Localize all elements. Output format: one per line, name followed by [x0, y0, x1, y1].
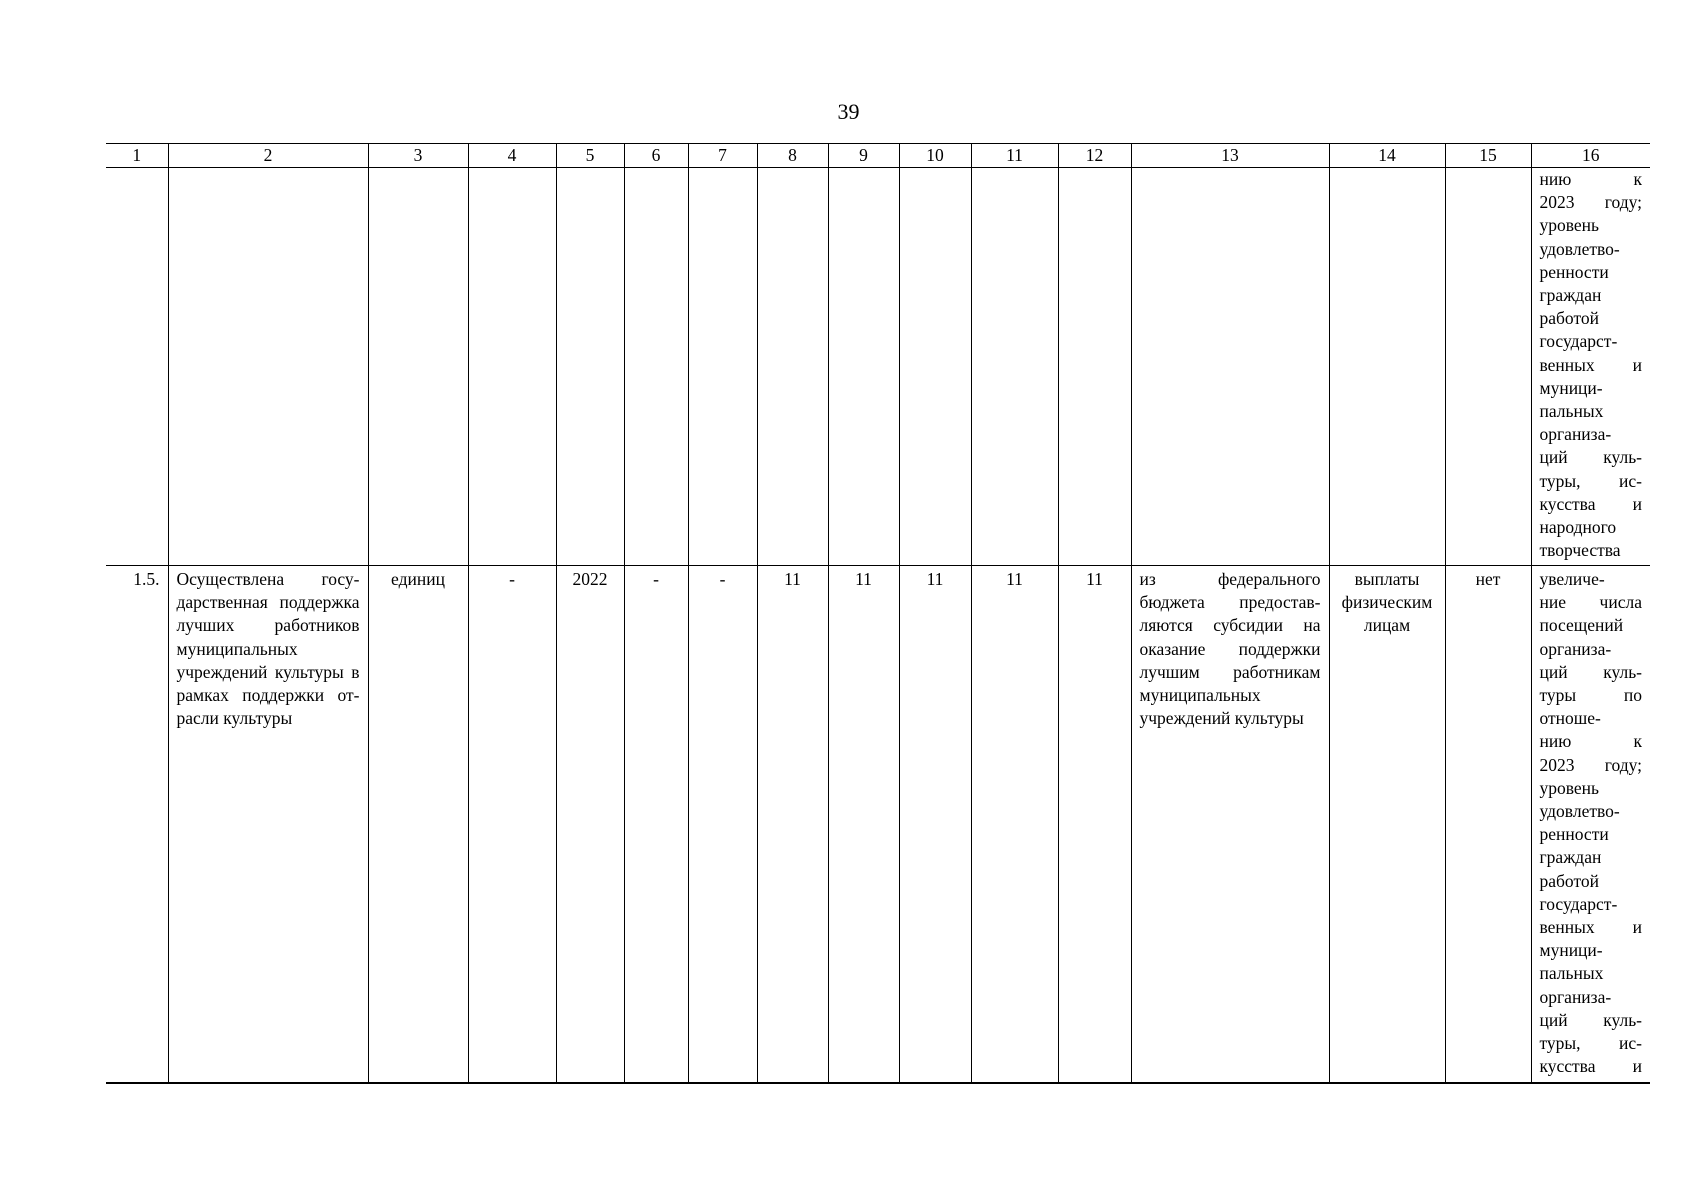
unit-of-measure: единиц	[368, 566, 468, 1084]
column-number: 7	[688, 144, 757, 168]
result-line: уровень	[1539, 215, 1600, 236]
cell-col11: 11	[971, 566, 1058, 1084]
result-line: пальных	[1539, 401, 1604, 422]
row-description: Осуществлена государственная поддержка лучших работников муниципальных учреждений культуры в рамках поддержки отрасли культуры	[168, 566, 368, 1084]
cell-col15: нет	[1445, 566, 1531, 1084]
empty-cell	[624, 168, 688, 566]
cell-col10: 11	[899, 566, 971, 1084]
cell-col8: 11	[757, 566, 828, 1084]
empty-cell	[368, 168, 468, 566]
funding-description: из федерального бюджета предоставляются субсидии на оказание поддержки лучшим работникам муниципальных учреждений культуры	[1131, 566, 1329, 1084]
result-line: отноше-	[1539, 708, 1601, 729]
result-line: 2023 году;	[1539, 192, 1642, 213]
column-number: 5	[556, 144, 624, 168]
result-line: творчества	[1539, 540, 1621, 561]
result-line: туры, ис-	[1539, 470, 1642, 491]
column-number: 13	[1131, 144, 1329, 168]
empty-cell	[899, 168, 971, 566]
cell-col7: -	[688, 566, 757, 1084]
empty-cell	[828, 168, 899, 566]
result-line: увеличе-	[1539, 569, 1605, 589]
result-line: граждан	[1539, 847, 1602, 868]
result-line: туры по	[1539, 685, 1642, 706]
result-line: организа-	[1539, 638, 1612, 659]
cell-col5-year: 2022	[556, 566, 624, 1084]
empty-cell	[468, 168, 556, 566]
cell-col12: 11	[1058, 566, 1131, 1084]
payment-type: выплаты физическим лицам	[1329, 566, 1445, 1084]
expected-result-continuation	[1531, 168, 1650, 566]
cell-col9: 11	[828, 566, 899, 1084]
empty-cell	[1445, 168, 1531, 566]
result-line: туры, ис-	[1539, 1033, 1642, 1054]
result-line: удовлетво-	[1539, 801, 1620, 822]
empty-cell	[971, 168, 1058, 566]
result-line: ренности	[1539, 261, 1609, 282]
result-line: удовлетво-	[1539, 238, 1620, 259]
indicators-table	[106, 143, 1650, 1084]
column-number: 4	[468, 144, 556, 168]
result-line: ций куль-	[1539, 661, 1642, 682]
row-number: 1.5.	[106, 566, 168, 1084]
continuation-row	[106, 168, 1650, 566]
result-line: кусства и	[1539, 493, 1642, 514]
column-number-row	[106, 144, 1650, 168]
column-number: 10	[899, 144, 971, 168]
empty-cell	[556, 168, 624, 566]
result-line: граждан	[1539, 285, 1602, 306]
column-number: 6	[624, 144, 688, 168]
cell-col4: -	[468, 566, 556, 1084]
result-line: государст-	[1539, 893, 1618, 914]
result-line: 2023 году;	[1539, 754, 1642, 775]
column-number: 16	[1531, 144, 1650, 168]
empty-cell	[168, 168, 368, 566]
empty-cell	[757, 168, 828, 566]
empty-cell	[106, 168, 168, 566]
result-line: нию к	[1539, 731, 1642, 752]
result-line: венных и	[1539, 354, 1642, 375]
result-line: организа-	[1539, 424, 1612, 445]
empty-cell	[1058, 168, 1131, 566]
result-line: венных и	[1539, 917, 1642, 938]
result-line: ций куль-	[1539, 1009, 1642, 1030]
result-line: кусства и	[1539, 1056, 1642, 1077]
result-line: ние числа	[1539, 592, 1642, 613]
column-number: 9	[828, 144, 899, 168]
column-number: 3	[368, 144, 468, 168]
result-line: муници-	[1539, 377, 1603, 398]
column-number: 1	[106, 144, 168, 168]
column-number: 15	[1445, 144, 1531, 168]
expected-result	[1531, 566, 1650, 1084]
result-line: нию к	[1539, 169, 1642, 189]
cell-col6: -	[624, 566, 688, 1084]
empty-cell	[1329, 168, 1445, 566]
result-line: ций куль-	[1539, 447, 1642, 468]
result-line: работой	[1539, 308, 1599, 329]
table-row-1-5	[106, 566, 1650, 1084]
empty-cell	[1131, 168, 1329, 566]
result-line: народного	[1539, 517, 1617, 538]
result-line: посещений	[1539, 615, 1624, 636]
empty-cell	[688, 168, 757, 566]
column-number: 12	[1058, 144, 1131, 168]
column-number: 14	[1329, 144, 1445, 168]
column-number: 11	[971, 144, 1058, 168]
result-line: организа-	[1539, 986, 1612, 1007]
column-number: 2	[168, 144, 368, 168]
result-line: пальных	[1539, 963, 1604, 984]
page-number: 39	[837, 99, 860, 124]
column-number: 8	[757, 144, 828, 168]
result-line: ренности	[1539, 824, 1609, 845]
result-line: муници-	[1539, 940, 1603, 961]
result-line: государст-	[1539, 331, 1618, 352]
result-line: уровень	[1539, 777, 1600, 798]
result-line: работой	[1539, 870, 1599, 891]
